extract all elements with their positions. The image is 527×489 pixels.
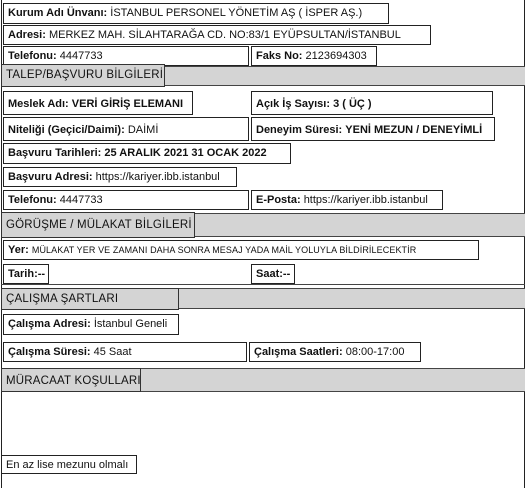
institution-phone (3, 46, 249, 66)
interview-date-label: Tarih: (8, 268, 38, 280)
institution-fax-value: 2123694303 (305, 50, 367, 62)
type-label: Niteliği (Geçici/Daimi): (8, 124, 125, 136)
profession-field (3, 91, 193, 115)
apply-address-label: Başvuru Adresi: (8, 171, 93, 183)
work-duration-value: 45 Saat (93, 346, 132, 358)
type-field (3, 117, 249, 141)
work-hours-label: Çalışma Saatleri: (254, 346, 343, 358)
interview-time-field (251, 264, 295, 284)
dates-value: 25 ARALIK 2021 31 OCAK 2022 (104, 147, 267, 159)
interview-place-field (3, 240, 479, 260)
work-address-value: İstanbul Geneli (93, 318, 168, 330)
interview-place-value: MÜLAKAT YER VE ZAMANI DAHA SONRA MESAJ YADA MAİL YOLUYLA BİLDİRİLECEKTİR (31, 245, 417, 255)
institution-name-value: İSTANBUL PERSONEL YÖNETİM AŞ ( İSPER AŞ.) (110, 7, 363, 19)
institution-address-label: Adresi: (8, 29, 46, 41)
institution-phone-value: 4447733 (59, 50, 103, 62)
apply-phone-value: 4447733 (59, 194, 103, 206)
institution-name-label: Kurum Adı Ünvanı: (8, 7, 108, 19)
work-hours-value: 08:00-17:00 (345, 346, 405, 358)
work-duration-label: Çalışma Süresi: (8, 346, 91, 358)
institution-name (3, 3, 389, 24)
experience-field (251, 117, 495, 141)
interview-date-field (3, 264, 49, 284)
interview-place-label: Yer: (8, 244, 29, 256)
experience-label: Deneyim Süresi: (256, 124, 343, 136)
requirement-item-text: En az lise mezunu olmalı (6, 459, 129, 471)
dates-field (3, 143, 291, 164)
work-address-label: Çalışma Adresi: (8, 318, 91, 330)
apply-phone-field (3, 190, 249, 210)
email-value[interactable]: https://kariyer.ibb.istanbul (303, 194, 428, 206)
profession-value: VERİ GİRİŞ ELEMANI (71, 98, 184, 110)
interview-time-label: Saat: (256, 268, 283, 280)
apply-address-field (3, 167, 237, 187)
conditions-section-title: ÇALIŞMA ŞARTLARI (1, 288, 179, 310)
dates-label: Başvuru Tarihleri: (8, 147, 102, 159)
institution-address-value: MERKEZ MAH. SİLAHTARAĞA CD. NO:83/1 EYÜPSULTAN/İSTANBUL (48, 29, 401, 41)
openings-label: Açık İş Sayısı: (256, 98, 330, 110)
type-value: DAİMİ (127, 124, 159, 136)
apply-address-value[interactable]: https://kariyer.ibb.istanbul (95, 171, 220, 183)
work-address-field (3, 314, 179, 335)
institution-address (3, 25, 431, 45)
experience-value: YENİ MEZUN / DENEYİMLİ (345, 124, 483, 136)
institution-phone-label: Telefonu: (8, 50, 57, 62)
interview-time-value: -- (282, 268, 291, 280)
requirements-section-title: MÜRACAAT KOŞULLARI (1, 368, 141, 392)
email-field (251, 190, 443, 210)
apply-phone-label: Telefonu: (8, 194, 57, 206)
profession-label: Meslek Adı: (8, 98, 69, 110)
openings-value: 3 ( ÜÇ ) (333, 98, 372, 110)
application-section-title: TALEP/BAŞVURU BİLGİLERİ (1, 64, 165, 87)
interview-date-rule (1, 284, 525, 285)
email-label: E-Posta: (256, 194, 301, 206)
interview-date-value: -- (37, 268, 46, 280)
institution-fax-label: Faks No: (256, 50, 303, 62)
openings-field (251, 91, 493, 115)
work-duration-field (3, 342, 247, 362)
requirement-item (1, 455, 137, 474)
interview-section-title: GÖRÜŞME / MÜLAKAT BİLGİLERİ (1, 212, 195, 238)
work-hours-field (249, 342, 421, 362)
institution-fax (251, 46, 377, 66)
